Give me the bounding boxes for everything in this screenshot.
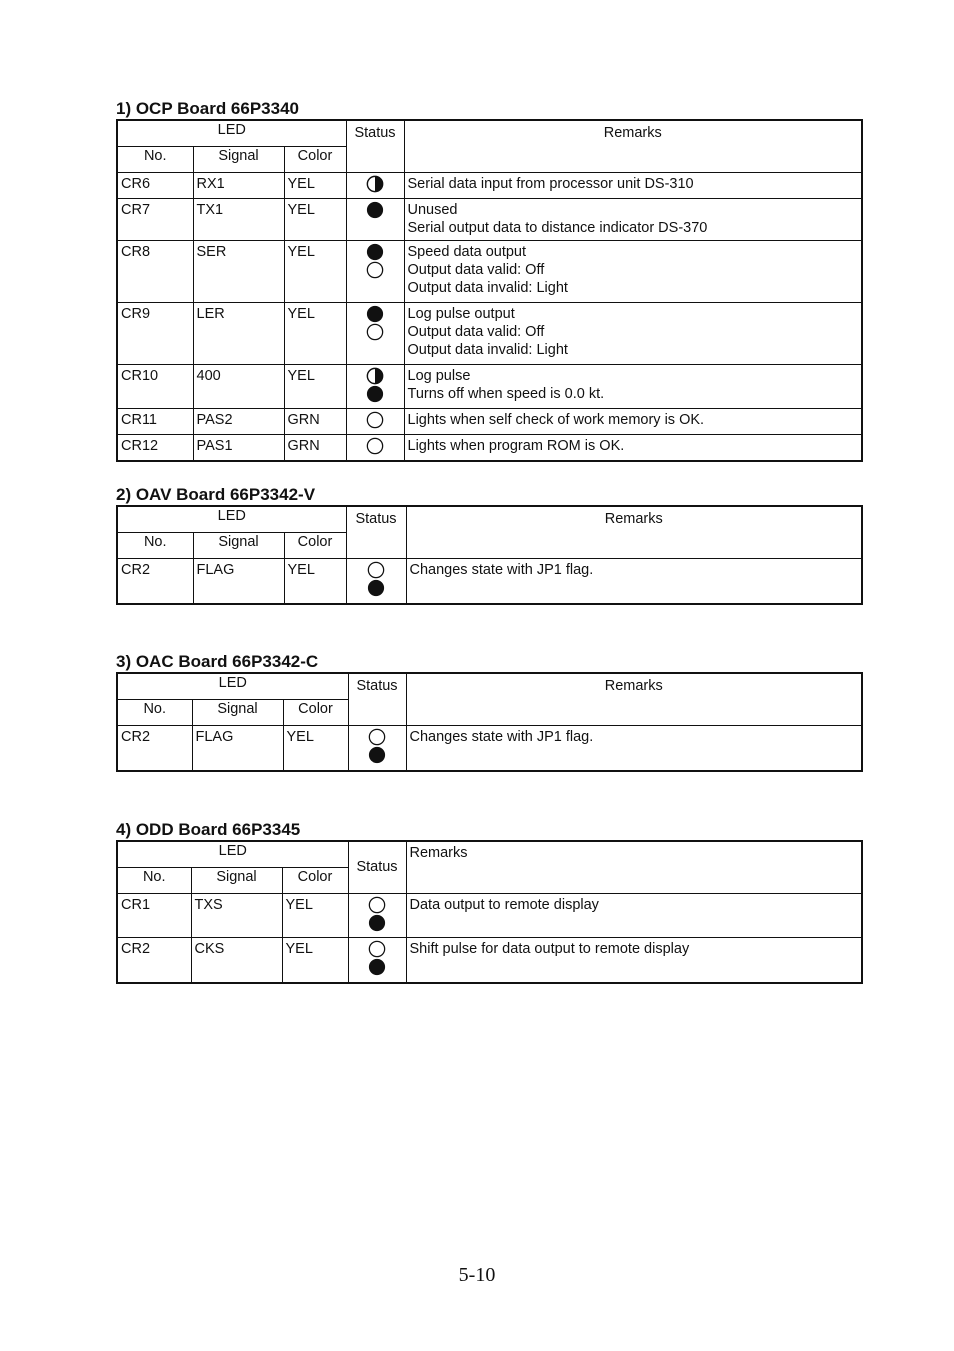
led-color-cell: YEL bbox=[282, 893, 348, 937]
remarks-cell bbox=[406, 893, 862, 937]
status-cell bbox=[348, 937, 406, 983]
led-color-cell: YEL bbox=[284, 364, 346, 408]
led-signal-cell: FLAG bbox=[192, 725, 283, 771]
remarks-header: Remarks bbox=[404, 120, 862, 172]
led-signal-cell: TXS bbox=[191, 893, 282, 937]
half-filled-circle-icon bbox=[366, 175, 384, 193]
empty-circle-icon bbox=[366, 411, 384, 429]
filled-circle-icon bbox=[366, 201, 384, 219]
led-color-cell: YEL bbox=[282, 937, 348, 983]
led-signal-cell: 400 bbox=[193, 364, 284, 408]
status-indicator bbox=[368, 894, 386, 932]
led-no-cell: CR2 bbox=[117, 725, 192, 771]
status-indicator bbox=[366, 409, 384, 429]
led-color-cell: GRN bbox=[284, 434, 346, 461]
remarks-cell bbox=[404, 408, 862, 434]
remarks-cell bbox=[404, 240, 862, 302]
remark-line: Speed data output bbox=[407, 243, 527, 260]
signal-header: Signal bbox=[191, 867, 282, 893]
status-indicator bbox=[366, 365, 384, 403]
remarks-header: Remarks bbox=[406, 506, 862, 558]
led-color-cell: YEL bbox=[284, 198, 346, 240]
table-row bbox=[117, 434, 862, 461]
led-color-cell: YEL bbox=[284, 240, 346, 302]
led-no-cell: CR2 bbox=[117, 558, 193, 604]
no-header: No. bbox=[117, 146, 193, 172]
empty-circle-icon bbox=[368, 728, 386, 746]
section-title: 2) OAV Board 66P3342-V bbox=[116, 485, 316, 504]
remark-line: Lights when self check of work memory is OK. bbox=[407, 411, 705, 428]
remark-line: Data output to remote display bbox=[409, 896, 599, 913]
table-row bbox=[117, 198, 862, 240]
table-row bbox=[117, 893, 862, 937]
status-header: Status bbox=[346, 506, 406, 558]
remarks-cell bbox=[404, 172, 862, 198]
table-row bbox=[117, 725, 862, 771]
led-signal-cell: PAS2 bbox=[193, 408, 284, 434]
led-no-cell: CR9 bbox=[117, 302, 193, 364]
remark-line: Output data valid: Off bbox=[407, 323, 545, 340]
section-title: 4) ODD Board 66P3345 bbox=[116, 820, 301, 839]
led-signal-cell: FLAG bbox=[193, 558, 284, 604]
led-no-cell: CR10 bbox=[117, 364, 193, 408]
status-cell bbox=[348, 893, 406, 937]
remarks-cell bbox=[406, 725, 862, 771]
led-no-cell: CR11 bbox=[117, 408, 193, 434]
no-header: No. bbox=[117, 532, 193, 558]
status-header: Status bbox=[346, 120, 404, 172]
remark-line: Serial output data to distance indicator DS-370 bbox=[407, 219, 708, 236]
led-color-cell: YEL bbox=[283, 725, 348, 771]
remark-line: Log pulse bbox=[407, 367, 471, 384]
signal-header: Signal bbox=[192, 699, 283, 725]
table-row bbox=[117, 937, 862, 983]
filled-circle-icon bbox=[368, 914, 386, 932]
status-cell bbox=[346, 558, 406, 604]
remark-line: Unused bbox=[407, 201, 458, 218]
status-cell bbox=[346, 198, 404, 240]
remarks-cell bbox=[404, 302, 862, 364]
odd-board-section bbox=[116, 820, 863, 984]
page-number: 5-10 bbox=[458, 1264, 496, 1286]
oav-board-section bbox=[116, 485, 863, 605]
led-table bbox=[116, 119, 863, 462]
filled-circle-icon bbox=[366, 243, 384, 261]
led-header: LED bbox=[117, 673, 348, 699]
table-row bbox=[117, 408, 862, 434]
table-row bbox=[117, 172, 862, 198]
color-header: Color bbox=[282, 867, 348, 893]
status-indicator bbox=[368, 938, 386, 976]
led-table bbox=[116, 672, 863, 772]
led-signal-cell: PAS1 bbox=[193, 434, 284, 461]
color-header: Color bbox=[283, 699, 348, 725]
filled-circle-icon bbox=[367, 579, 385, 597]
led-no-cell: CR2 bbox=[117, 937, 191, 983]
led-no-cell: CR7 bbox=[117, 198, 193, 240]
led-signal-cell: RX1 bbox=[193, 172, 284, 198]
status-cell bbox=[346, 364, 404, 408]
empty-circle-icon bbox=[366, 437, 384, 455]
remarks-cell bbox=[406, 558, 862, 604]
no-header: No. bbox=[117, 867, 191, 893]
table-body bbox=[117, 558, 862, 604]
table-row bbox=[117, 240, 862, 302]
color-header: Color bbox=[284, 532, 346, 558]
status-cell bbox=[348, 725, 406, 771]
filled-circle-icon bbox=[366, 305, 384, 323]
table-body bbox=[117, 893, 862, 983]
led-signal-cell: TX1 bbox=[193, 198, 284, 240]
remark-line: Output data invalid: Light bbox=[407, 279, 568, 296]
table-row bbox=[117, 364, 862, 408]
status-indicator bbox=[366, 173, 384, 193]
table-row bbox=[117, 558, 862, 604]
led-no-cell: CR1 bbox=[117, 893, 191, 937]
led-signal-cell: CKS bbox=[191, 937, 282, 983]
remark-line: Log pulse output bbox=[407, 305, 515, 322]
signal-header: Signal bbox=[193, 146, 284, 172]
ocp-board-section bbox=[116, 99, 863, 462]
status-indicator bbox=[367, 559, 385, 597]
section-title: 1) OCP Board 66P3340 bbox=[116, 99, 299, 118]
table-body bbox=[117, 725, 862, 771]
led-no-cell: CR6 bbox=[117, 172, 193, 198]
remark-line: Shift pulse for data output to remote display bbox=[409, 940, 690, 957]
empty-circle-icon bbox=[368, 940, 386, 958]
oac-board-section bbox=[116, 652, 863, 772]
status-cell bbox=[346, 302, 404, 364]
filled-circle-icon bbox=[368, 958, 386, 976]
empty-circle-icon bbox=[366, 323, 384, 341]
led-header: LED bbox=[117, 120, 346, 146]
status-cell bbox=[346, 408, 404, 434]
led-no-cell: CR8 bbox=[117, 240, 193, 302]
led-color-cell: YEL bbox=[284, 172, 346, 198]
led-signal-cell: SER bbox=[193, 240, 284, 302]
remarks-cell bbox=[406, 937, 862, 983]
status-cell bbox=[346, 172, 404, 198]
half-filled-circle-icon bbox=[366, 367, 384, 385]
empty-circle-icon bbox=[366, 261, 384, 279]
status-indicator bbox=[366, 241, 384, 279]
status-indicator bbox=[366, 199, 384, 219]
filled-circle-icon bbox=[368, 746, 386, 764]
status-indicator bbox=[366, 435, 384, 455]
remarks-cell bbox=[404, 434, 862, 461]
remarks-header: Remarks bbox=[406, 841, 862, 893]
led-color-cell: YEL bbox=[284, 558, 346, 604]
color-header: Color bbox=[284, 146, 346, 172]
table-body bbox=[117, 172, 862, 461]
status-indicator bbox=[366, 303, 384, 341]
led-signal-cell: LER bbox=[193, 302, 284, 364]
remark-line: Lights when program ROM is OK. bbox=[407, 437, 625, 454]
remark-line: Changes state with JP1 flag. bbox=[409, 728, 594, 745]
led-table bbox=[116, 840, 863, 984]
remark-line: Changes state with JP1 flag. bbox=[409, 561, 594, 578]
led-header: LED bbox=[117, 506, 346, 532]
no-header: No. bbox=[117, 699, 192, 725]
led-table bbox=[116, 505, 863, 605]
led-color-cell: YEL bbox=[284, 302, 346, 364]
status-header: Status bbox=[348, 673, 406, 725]
signal-header: Signal bbox=[193, 532, 284, 558]
led-header: LED bbox=[117, 841, 348, 867]
empty-circle-icon bbox=[367, 561, 385, 579]
remark-line: Turns off when speed is 0.0 kt. bbox=[407, 385, 605, 402]
remarks-header: Remarks bbox=[406, 673, 862, 725]
remark-line: Output data valid: Off bbox=[407, 261, 545, 278]
status-indicator bbox=[368, 726, 386, 764]
status-cell bbox=[346, 240, 404, 302]
table-row bbox=[117, 302, 862, 364]
status-cell bbox=[346, 434, 404, 461]
remark-line: Serial data input from processor unit DS-310 bbox=[407, 175, 694, 192]
filled-circle-icon bbox=[366, 385, 384, 403]
empty-circle-icon bbox=[368, 896, 386, 914]
section-title: 3) OAC Board 66P3342-C bbox=[116, 652, 319, 671]
remark-line: Output data invalid: Light bbox=[407, 341, 568, 358]
led-color-cell: GRN bbox=[284, 408, 346, 434]
remarks-cell bbox=[404, 198, 862, 240]
remarks-cell bbox=[404, 364, 862, 408]
led-no-cell: CR12 bbox=[117, 434, 193, 461]
status-header: Status bbox=[348, 841, 406, 893]
